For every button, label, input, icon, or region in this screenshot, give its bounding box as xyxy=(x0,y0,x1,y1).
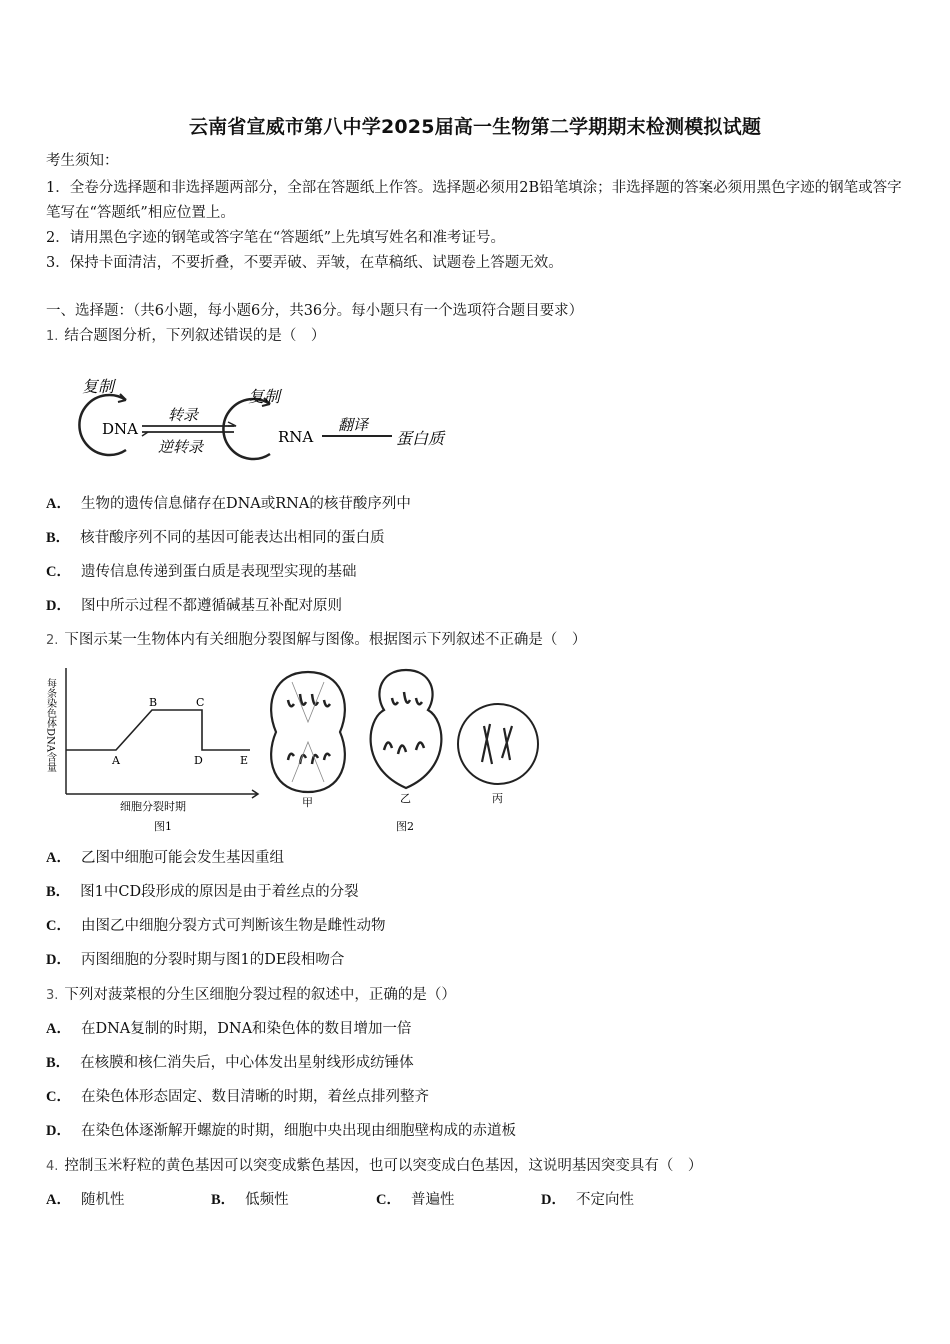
notice-item-1: 1．全卷分选择题和非选择题两部分，全部在答题纸上作答。选择题必须用2B铅笔填涂；非选择题的答案必须用黑色字迹的钢笔或答字笔写在“答题纸”相应位置上。 xyxy=(46,180,902,221)
page-title: 云南省宣威市第八中学2025届高一生物第二学期期末检测模拟试题 xyxy=(188,116,762,138)
point-b: B xyxy=(149,696,158,709)
q4-option-b[interactable]: B． 低频性 xyxy=(211,1192,289,1208)
q4-option-a[interactable]: A． 随机性 xyxy=(46,1192,125,1208)
q4-options xyxy=(46,1190,706,1210)
translation-label: 翻译 xyxy=(338,416,369,434)
y-axis-label: 每条染色体DNA含量 xyxy=(44,678,56,772)
replication-left-label: 复制 xyxy=(82,377,115,396)
replication-right-label: 复制 xyxy=(248,387,281,406)
cell-label-yi: 乙 xyxy=(400,792,411,805)
question-3-stem xyxy=(46,985,456,1006)
cell-yi xyxy=(371,670,442,788)
question-number: 4. xyxy=(46,1159,59,1174)
q1-option-b[interactable]: B． 核苷酸序列不同的基因可能表达出相同的蛋白质 xyxy=(46,530,385,546)
transcription-label: 转录 xyxy=(168,406,199,424)
q2-option-d[interactable]: D． 丙图细胞的分裂时期与图1的DE段相吻合 xyxy=(46,952,345,968)
q1-option-a[interactable]: A． 生物的遗传信息储存在DNA或RNA的核苷酸序列中 xyxy=(46,496,411,512)
q2-option-c[interactable]: C． 由图乙中细胞分裂方式可判断该生物是雌性动物 xyxy=(46,918,386,934)
question-number: 1. xyxy=(46,329,59,344)
section-heading: 一、选择题：（共6小题，每小题6分，共36分。每小题只有一个选项符合题目要求） xyxy=(46,303,584,319)
dna-label: DNA xyxy=(102,420,138,438)
cell-bing xyxy=(458,704,538,784)
notice-item-2: 2．请用黑色字迹的钢笔或答字笔在“答题纸”上先填写姓名和准考证号。 xyxy=(46,230,506,246)
notice-item-3: 3．保持卡面清洁，不要折叠，不要弄破、弄皱，在草稿纸、试题卷上答题无效。 xyxy=(46,255,563,271)
cell-jia xyxy=(271,672,345,792)
notice-heading: 考生须知： xyxy=(46,153,119,169)
fig1-caption: 图1 xyxy=(154,820,172,833)
rna-replication-arc xyxy=(223,399,270,459)
q4-option-c[interactable]: C． 普遍性 xyxy=(376,1192,455,1208)
q1-option-d[interactable]: D． 图中所示过程不都遵循碱基互补配对原则 xyxy=(46,598,342,614)
question-text: 下图示某一生物体内有关细胞分裂图解与图像。根据图示下列叙述不正确是（ ） xyxy=(64,632,587,648)
question-text: 控制玉米籽粒的黄色基因可以突变成紫色基因，也可以突变成白色基因，这说明基因突变具有（ ） xyxy=(64,1158,703,1174)
x-axis-label: 细胞分裂时期 xyxy=(120,800,186,813)
point-c: C xyxy=(196,696,205,709)
q3-option-c[interactable]: C． 在染色体形态固定、数目清晰的时期，着丝点排列整齐 xyxy=(46,1089,429,1105)
cell-label-jia: 甲 xyxy=(302,796,313,809)
question-number: 3. xyxy=(46,988,59,1003)
q3-option-a[interactable]: A． 在DNA复制的时期，DNA和染色体的数目增加一倍 xyxy=(46,1021,412,1037)
question-4-stem xyxy=(46,1156,702,1177)
question-number: 2. xyxy=(46,633,59,648)
reverse-transcription-label: 逆转录 xyxy=(158,438,204,456)
q3-option-d[interactable]: D． 在染色体逐渐解开螺旋的时期，细胞中央出现由细胞壁构成的赤道板 xyxy=(46,1123,516,1139)
q1-option-c[interactable]: C． 遗传信息传递到蛋白质是表现型实现的基础 xyxy=(46,564,357,580)
question-text: 下列对菠菜根的分生区细胞分裂过程的叙述中，正确的是（） xyxy=(64,987,456,1003)
question-text: 结合题图分析，下列叙述错误的是（ ） xyxy=(64,328,326,344)
dna-content-line xyxy=(66,710,250,750)
point-a: A xyxy=(112,754,120,767)
question-1-stem xyxy=(46,326,325,347)
q4-option-d[interactable]: D． 不定向性 xyxy=(541,1192,634,1208)
cell-division-figure xyxy=(44,664,554,840)
q2-option-b[interactable]: B． 图1中CD段形成的原因是由于着丝点的分裂 xyxy=(46,884,359,900)
cell-label-bing: 丙 xyxy=(492,792,503,805)
question-2-stem xyxy=(46,630,586,651)
q3-option-b[interactable]: B． 在核膜和核仁消失后，中心体发出星射线形成纺锤体 xyxy=(46,1055,414,1071)
point-d: D xyxy=(194,754,203,767)
q2-option-a[interactable]: A． 乙图中细胞可能会发生基因重组 xyxy=(46,850,284,866)
point-e: E xyxy=(240,754,249,767)
protein-label: 蛋白质 xyxy=(396,429,445,448)
rna-label: RNA xyxy=(278,428,314,446)
fig2-caption: 图2 xyxy=(396,820,414,833)
central-dogma-diagram xyxy=(60,372,460,472)
